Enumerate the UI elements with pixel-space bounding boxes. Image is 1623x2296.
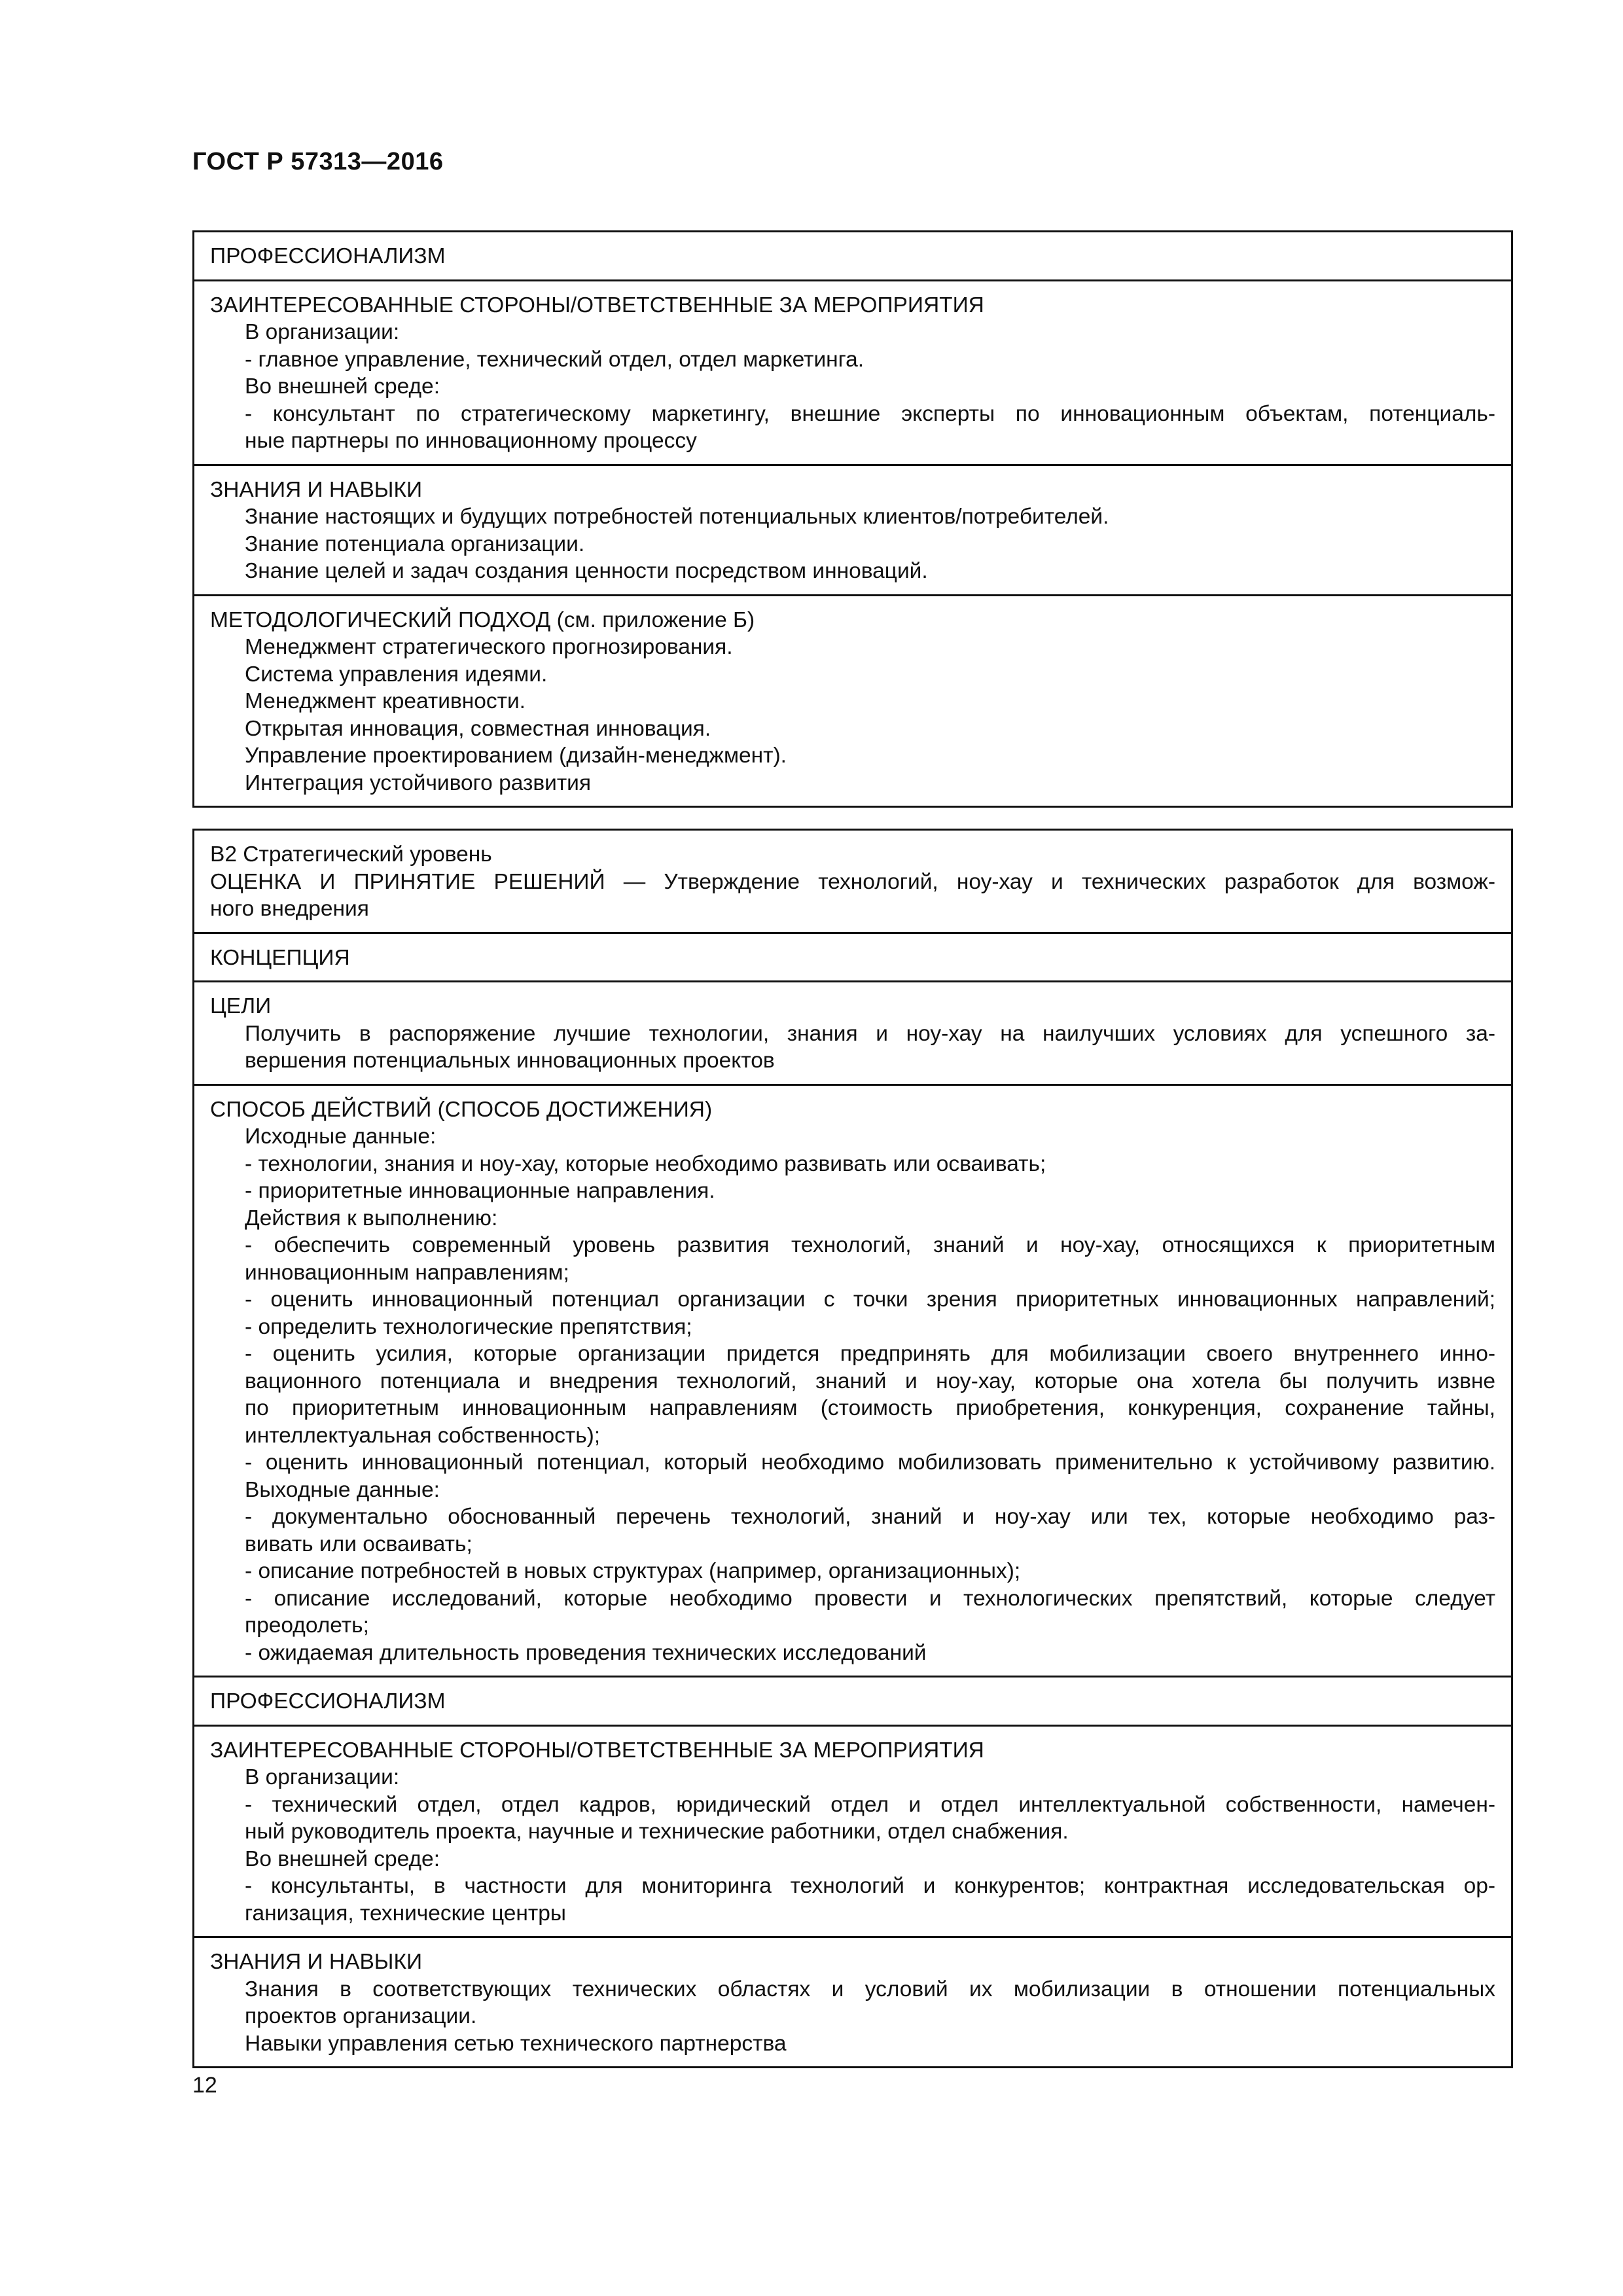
cell-text-line: Навыки управления сетью технического партнерства	[245, 2031, 787, 2056]
cell-text-line: - оценить инновационный потенциал организации с точки зрения приоритетных инновационных направлений;	[245, 1287, 1495, 1312]
table-cell	[194, 1676, 1511, 1725]
cell-heading: ПРОФЕССИОНАЛИЗМ	[210, 1689, 446, 1713]
cell-text-line: вивать или осваивать;	[245, 1532, 473, 1556]
table-cell	[194, 1936, 1511, 2066]
cell-text-line: Во внешней среде:	[245, 1846, 440, 1871]
table-cell	[194, 1084, 1511, 1676]
cell-text-line: - документально обоснованный перечень технологий, знаний и ноу-хау или тех, которые необходимо раз-	[245, 1505, 1495, 1529]
cell-text-line: - обеспечить современный уровень развития технологий, знаний и ноу-хау, относящихся к приоритетным	[245, 1233, 1495, 1257]
cell-heading: ЗАИНТЕРЕСОВАННЫЕ СТОРОНЫ/ОТВЕТСТВЕННЫЕ ЗА МЕРОПРИЯТИЯ	[210, 293, 984, 317]
cell-text-line: Во внешней среде:	[245, 374, 440, 399]
cell-text-line: интеллектуальная собственность);	[245, 1423, 601, 1448]
cell-text-line: Исходные данные:	[245, 1124, 437, 1149]
cell-heading: ЗНАНИЯ И НАВЫКИ	[210, 477, 423, 502]
cell-text-line: - описание исследований, которые необходимо провести и технологических препятствий, которые следует	[245, 1586, 1495, 1611]
cell-text-line: вершения потенциальных инновационных проектов	[245, 1049, 775, 1073]
cell-text-line: Выходные данные:	[245, 1477, 440, 1502]
table-cell	[194, 831, 1511, 932]
cell-text-line: Интеграция устойчивого развития	[245, 770, 592, 795]
table-cell	[194, 279, 1511, 464]
cell-heading: СПОСОБ ДЕЙСТВИЙ (СПОСОБ ДОСТИЖЕНИЯ)	[210, 1097, 713, 1122]
cell-text-line: Получить в распоряжение лучшие технологии, знания и ноу-хау на наилучших условиях для успешного за-	[245, 1021, 1495, 1046]
page-number: 12	[192, 2073, 217, 2098]
cell-text-line: Система управления идеями.	[245, 662, 548, 687]
cell-text-line: преодолеть;	[245, 1613, 369, 1638]
table-cell	[194, 932, 1511, 981]
table-b1-continuation	[192, 230, 1513, 808]
cell-heading: В2 Стратегический уровень	[210, 842, 492, 867]
cell-text-line: Управление проектированием (дизайн-менеджмент).	[245, 744, 787, 768]
cell-text-line: Знание целей и задач создания ценности посредством инноваций.	[245, 559, 928, 583]
cell-text-line: - приоритетные инновационные направления.	[245, 1179, 715, 1203]
cell-text-line: ные партнеры по инновационному процессу	[245, 429, 697, 453]
table-cell	[194, 594, 1511, 806]
cell-heading: ПРОФЕССИОНАЛИЗМ	[210, 244, 446, 268]
cell-text-line: - оценить инновационный потенциал, который необходимо мобилизовать применительно к устойчивому развитию.	[245, 1450, 1495, 1475]
cell-text-line: - технический отдел, отдел кадров, юридический отдел и отдел интеллектуальной собственности, намечен-	[245, 1792, 1495, 1817]
cell-text-line: инновационным направлениям;	[245, 1260, 569, 1285]
cell-text-line: вационного потенциала и внедрения технологий, знаний и ноу-хау, которые она хотела бы получить извне	[245, 1369, 1495, 1393]
cell-text-line: В организации:	[245, 1765, 400, 1789]
cell-text-line: - ожидаемая длительность проведения технических исследований	[245, 1640, 927, 1665]
cell-heading: ЗНАНИЯ И НАВЫКИ	[210, 1950, 423, 1974]
cell-text-line: Знание настоящих и будущих потребностей потенциальных клиентов/потребителей.	[245, 505, 1109, 529]
document-code: ГОСТ Р 57313—2016	[192, 148, 444, 175]
cell-text-line: Менеджмент креативности.	[245, 689, 526, 713]
cell-heading: ЗАИНТЕРЕСОВАННЫЕ СТОРОНЫ/ОТВЕТСТВЕННЫЕ ЗА МЕРОПРИЯТИЯ	[210, 1738, 984, 1763]
cell-text-line: - консультант по стратегическому маркетингу, внешние эксперты по инновационным объектам, потенциаль-	[245, 401, 1495, 426]
cell-text-line: - описание потребностей в новых структурах (например, организационных);	[245, 1559, 1021, 1583]
cell-text-line: по приоритетным инновационным направлениям (стоимость приобретения, конкуренция, сохранение тайны,	[245, 1396, 1495, 1420]
cell-text-line: Действия к выполнению:	[245, 1206, 498, 1230]
table-cell	[194, 232, 1511, 279]
cell-text-line: - определить технологические препятствия;	[245, 1314, 692, 1339]
table-b2-strategic-level	[192, 829, 1513, 2068]
cell-text-line: ного внедрения	[210, 897, 369, 921]
cell-text-line: Знание потенциала организации.	[245, 531, 585, 556]
cell-text-line: - главное управление, технический отдел, отдел маркетинга.	[245, 347, 865, 372]
cell-text-line: - технологии, знания и ноу-хау, которые необходимо развивать или осваивать;	[245, 1151, 1046, 1176]
table-cell	[194, 464, 1511, 594]
cell-text-line: Знания в соответствующих технических областях и условий их мобилизации в отношении потенциальных	[245, 1977, 1495, 2001]
cell-text-line: ганизация, технические центры	[245, 1901, 566, 1926]
table-cell	[194, 1725, 1511, 1937]
cell-text-line: проектов организации.	[245, 2004, 477, 2028]
cell-heading: ЦЕЛИ	[210, 994, 272, 1018]
cell-text-line: Открытая инновация, совместная инновация.	[245, 716, 711, 741]
cell-text-line: ОЦЕНКА И ПРИНЯТИЕ РЕШЕНИЙ — Утверждение технологий, ноу-хау и технических разработок для возмож-	[210, 869, 1495, 894]
cell-text-line: В организации:	[245, 320, 400, 344]
cell-text-line: - консультанты, в частности для мониторинга технологий и конкурентов; контрактная исследовательская ор-	[245, 1874, 1495, 1898]
cell-text-line: Менеджмент стратегического прогнозирования.	[245, 635, 733, 659]
table-cell	[194, 980, 1511, 1084]
cell-heading: КОНЦЕПЦИЯ	[210, 945, 350, 970]
cell-text-line: - оценить усилия, которые организации придется предпринять для мобилизации своего внутреннего инно-	[245, 1342, 1495, 1366]
cell-heading: МЕТОДОЛОГИЧЕСКИЙ ПОДХОД (см. приложение Б)	[210, 607, 755, 632]
cell-text-line: ный руководитель проекта, научные и технические работники, отдел снабжения.	[245, 1820, 1069, 1844]
